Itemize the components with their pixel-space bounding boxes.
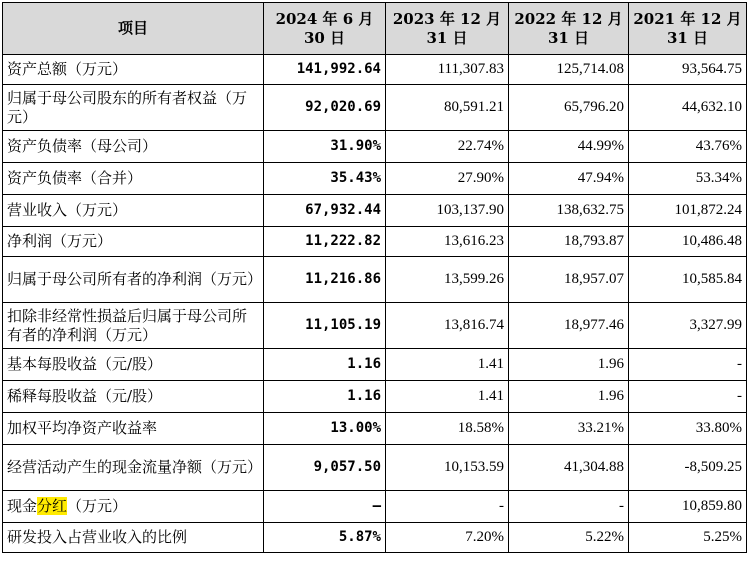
value-2022: 1.96: [509, 381, 629, 413]
value-2023: 27.90%: [386, 163, 509, 195]
value-2022: -: [509, 491, 629, 523]
value-2023: 22.74%: [386, 131, 509, 163]
header-2023-12-31: 2023 年 12 月 31 日: [386, 3, 509, 55]
value-2024: 67,932.44: [264, 195, 386, 227]
value-2024: 11,222.82: [264, 227, 386, 257]
value-2022: 1.96: [509, 349, 629, 381]
value-2022: 44.99%: [509, 131, 629, 163]
table-row: [3, 257, 747, 303]
row-label: [3, 491, 264, 523]
highlighted-term: 分红: [37, 497, 68, 515]
row-label: 资产总额（万元）: [3, 55, 264, 85]
value-2022: 18,793.87: [509, 227, 629, 257]
table-row: [3, 381, 747, 413]
row-label-suffix: （万元）: [67, 497, 128, 515]
row-label: 资产负债率（合并）: [3, 163, 264, 195]
value-2021: -: [629, 381, 747, 413]
table-row: [3, 195, 747, 227]
row-label: 归属于母公司所有者的净利润（万元）: [3, 257, 264, 303]
value-2024: 9,057.50: [264, 445, 386, 491]
value-2023: 1.41: [386, 381, 509, 413]
value-2021: 44,632.10: [629, 85, 747, 131]
value-2021: 5.25%: [629, 523, 747, 553]
row-label: 净利润（万元）: [3, 227, 264, 257]
table-row: [3, 303, 747, 349]
table-row: [3, 349, 747, 381]
value-2023: -: [386, 491, 509, 523]
value-2024: 11,216.86: [264, 257, 386, 303]
value-2023: 7.20%: [386, 523, 509, 553]
value-2021: -: [629, 349, 747, 381]
value-2024: 92,020.69: [264, 85, 386, 131]
header-2021-12-31: 2021 年 12 月 31 日: [629, 3, 747, 55]
header-2022-12-31: 2022 年 12 月 31 日: [509, 3, 629, 55]
value-2023: 103,137.90: [386, 195, 509, 227]
row-label: 经营活动产生的现金流量净额（万元）: [3, 445, 264, 491]
value-2022: 33.21%: [509, 413, 629, 445]
value-2023: 80,591.21: [386, 85, 509, 131]
value-2023: 1.41: [386, 349, 509, 381]
financial-table: [2, 2, 747, 553]
value-2024: 1.16: [264, 381, 386, 413]
value-2021: 3,327.99: [629, 303, 747, 349]
value-2021: 93,564.75: [629, 55, 747, 85]
table-row: [3, 445, 747, 491]
value-2022: 18,977.46: [509, 303, 629, 349]
value-2023: 13,599.26: [386, 257, 509, 303]
row-label-prefix: 现金: [7, 497, 38, 515]
header-2024-06-30: 2024 年 6 月 30 日: [264, 3, 386, 55]
value-2024: 13.00%: [264, 413, 386, 445]
value-2023: 111,307.83: [386, 55, 509, 85]
value-2024: 35.43%: [264, 163, 386, 195]
value-2023: 13,616.23: [386, 227, 509, 257]
row-label: 加权平均净资产收益率: [3, 413, 264, 445]
value-2024: 31.90%: [264, 131, 386, 163]
table-row: [3, 163, 747, 195]
value-2024: 5.87%: [264, 523, 386, 553]
value-2021: 101,872.24: [629, 195, 747, 227]
value-2021: 33.80%: [629, 413, 747, 445]
value-2024: –: [264, 491, 386, 523]
row-label: 归属于母公司股东的所有者权益（万元）: [3, 85, 264, 131]
table-row: [3, 413, 747, 445]
value-2021: 53.34%: [629, 163, 747, 195]
value-2022: 18,957.07: [509, 257, 629, 303]
table-row: [3, 131, 747, 163]
value-2023: 10,153.59: [386, 445, 509, 491]
row-label: 研发投入占营业收入的比例: [3, 523, 264, 553]
table-row: [3, 523, 747, 553]
row-label: 营业收入（万元）: [3, 195, 264, 227]
value-2022: 65,796.20: [509, 85, 629, 131]
value-2022: 41,304.88: [509, 445, 629, 491]
table-row: [3, 55, 747, 85]
value-2024: 11,105.19: [264, 303, 386, 349]
value-2023: 18.58%: [386, 413, 509, 445]
value-2024: 141,992.64: [264, 55, 386, 85]
table-row: [3, 491, 747, 523]
header-item: 项目: [3, 3, 264, 55]
value-2021: 10,859.80: [629, 491, 747, 523]
table-row: [3, 85, 747, 131]
value-2021: 10,486.48: [629, 227, 747, 257]
table-header-row: [3, 3, 747, 55]
row-label: 扣除非经常性损益后归属于母公司所有者的净利润（万元）: [3, 303, 264, 349]
value-2022: 5.22%: [509, 523, 629, 553]
value-2023: 13,816.74: [386, 303, 509, 349]
value-2021: -8,509.25: [629, 445, 747, 491]
value-2021: 10,585.84: [629, 257, 747, 303]
value-2022: 125,714.08: [509, 55, 629, 85]
table-row: [3, 227, 747, 257]
row-label: 稀释每股收益（元/股）: [3, 381, 264, 413]
value-2022: 138,632.75: [509, 195, 629, 227]
row-label: 基本每股收益（元/股）: [3, 349, 264, 381]
value-2021: 43.76%: [629, 131, 747, 163]
value-2024: 1.16: [264, 349, 386, 381]
value-2022: 47.94%: [509, 163, 629, 195]
row-label: 资产负债率（母公司）: [3, 131, 264, 163]
